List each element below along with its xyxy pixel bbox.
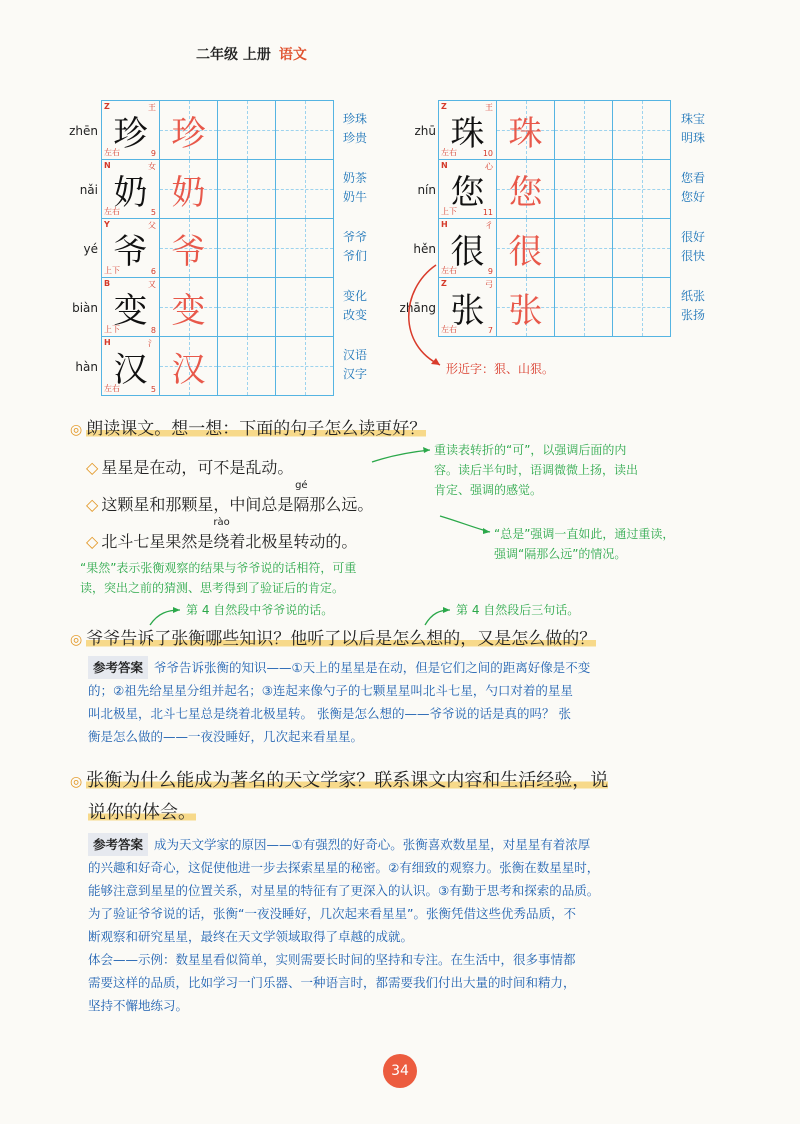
trace-character: 变 — [171, 290, 206, 331]
answer-line: 需要这样的品质，比如学习一门乐器、一种语言时，都需要我们付出大量的时间和精力， — [88, 975, 576, 990]
stroke-count: 5 — [150, 385, 156, 394]
ann1-arrow — [150, 610, 180, 625]
pinyin: zhū — [414, 124, 436, 138]
ruby-pinyin: gé — [295, 480, 308, 491]
note-b-arrow-head — [483, 528, 490, 534]
char-cell — [102, 160, 159, 218]
trace-cell — [497, 219, 554, 277]
structure: 左右 — [104, 384, 120, 393]
question-text: 朗读课文。想一想：下面的句子怎么读更好？ — [86, 419, 427, 439]
sentence-text: 这颗星和那颗星，中间总是 — [101, 495, 294, 514]
bullet-icon: ◎ — [70, 422, 83, 438]
trace-character: 珠 — [508, 113, 543, 154]
character: 变 — [113, 290, 148, 331]
question-text: 爷爷告诉了张衡哪些知识？他听了以后是怎么想的，又是怎么做的？ — [86, 629, 597, 649]
reading-note-a — [434, 440, 638, 500]
character: 张 — [450, 290, 485, 331]
structure: 左右 — [441, 325, 457, 334]
sentence-1 — [86, 455, 293, 478]
radical: 又 — [148, 280, 156, 289]
letter: Z — [441, 279, 447, 288]
question-3-answer — [88, 833, 764, 1017]
structure: 左右 — [104, 148, 120, 157]
radical: 王 — [148, 103, 156, 112]
word: 珠宝 — [681, 112, 706, 126]
radical: 氵 — [148, 339, 156, 348]
character: 珍 — [113, 113, 148, 154]
ann2-arrow — [425, 610, 450, 625]
trace-character: 您 — [508, 172, 543, 213]
stroke-count: 9 — [150, 149, 156, 158]
word: 珍贵 — [343, 131, 368, 145]
stroke-count: 7 — [487, 326, 493, 335]
word: 奶牛 — [343, 190, 368, 204]
pinyin: hěn — [413, 242, 436, 256]
question-2-annotation-2: 第 4 自然段后三句话。 — [456, 603, 580, 617]
trace-character: 张 — [508, 290, 543, 331]
word: 您好 — [681, 190, 706, 204]
character: 爷 — [113, 231, 148, 272]
trace-cell — [160, 337, 217, 395]
question-2-title — [70, 624, 596, 649]
diamond-icon: ◇ — [86, 495, 99, 514]
note-line: 读，突出之前的猜测、思考得到了验证后的肯定。 — [80, 581, 345, 595]
trace-cell — [160, 101, 217, 159]
question-1-title — [70, 414, 426, 439]
note-a-arrow — [372, 450, 430, 462]
answer-line: 衡是怎么做的——一夜没睡好，几次起来看星星。 — [88, 729, 364, 744]
note-b-arrow — [440, 516, 490, 532]
word: 改变 — [343, 308, 368, 322]
sentence-text: 星星是在动，可不是乱动。 — [101, 458, 294, 477]
ruby-base: 隔 — [293, 495, 310, 514]
pinyin: zhēn — [69, 124, 98, 138]
reading-note-b — [494, 524, 674, 564]
char-cell — [102, 278, 159, 336]
char-cell — [102, 219, 159, 277]
radical: 女 — [148, 162, 156, 171]
structure: 左右 — [441, 266, 457, 275]
trace-cell — [497, 101, 554, 159]
character: 您 — [450, 172, 485, 213]
answer-line: 能够注意到星星的位置关系，对星星的特征有了更深入的认识。③有勤于思考和探索的品质。 — [88, 883, 600, 898]
letter: N — [441, 161, 448, 170]
radical: 王 — [485, 103, 493, 112]
question-text: 张衡为什么能成为著名的天文学家？联系课文内容和生活经验，说 — [86, 770, 609, 791]
question-3-title-cont — [88, 798, 196, 824]
trace-cell — [160, 219, 217, 277]
bullet-icon: ◎ — [70, 632, 83, 648]
bullet-icon: ◎ — [70, 774, 83, 790]
sentence-text: 北斗七星果然是 — [101, 532, 214, 551]
word: 奶茶 — [343, 171, 368, 185]
note-line: 强调“隔那么远”的情况。 — [494, 547, 627, 561]
question-2-answer — [88, 656, 764, 748]
note-line: 容。读后半句时，语调微微上扬，读出 — [434, 463, 639, 477]
char-cell — [439, 278, 496, 336]
character: 奶 — [113, 172, 148, 213]
similar-character-note: 形近字：狠、山狠。 — [446, 362, 555, 376]
answer-line: 体会——示例：数星星看似简单，实则需要长时间的坚持和专注。在生活中，很多事情都 — [88, 952, 576, 967]
pinyin: nín — [417, 183, 436, 197]
letter: Y — [104, 220, 110, 229]
word: 张扬 — [681, 308, 706, 322]
diamond-icon: ◇ — [86, 458, 99, 477]
structure: 左右 — [441, 148, 457, 157]
trace-cell — [497, 278, 554, 336]
sentence-3 — [86, 517, 358, 552]
char-cell — [102, 337, 159, 395]
trace-character: 爷 — [171, 231, 206, 272]
word: 汉语 — [343, 348, 368, 362]
ruby-char — [213, 517, 230, 552]
trace-cell — [497, 160, 554, 218]
note-line: 重读表转折的“可”，以强调后面的内 — [434, 443, 627, 457]
note-line: 肯定、强调的感觉。 — [434, 483, 543, 497]
word: 您看 — [681, 171, 706, 185]
note-line: “果然”表示张衡观察的结果与爷爷说的话相符，可重 — [80, 561, 357, 575]
letter: H — [441, 220, 448, 229]
word: 变化 — [343, 289, 368, 303]
answer-line: 为了验证爷爷说的话，张衡“一夜没睡好，几次起来看星星”。张衡凭借这些优秀品质，不 — [88, 906, 576, 921]
letter: B — [104, 279, 111, 288]
structure: 上下 — [104, 325, 120, 334]
answer-tag: 参考答案 — [88, 833, 148, 856]
answer-tag: 参考答案 — [88, 656, 148, 679]
word: 汉字 — [343, 367, 368, 381]
stroke-count: 6 — [150, 267, 156, 276]
char-cell — [439, 160, 496, 218]
structure: 上下 — [441, 207, 457, 216]
character: 珠 — [450, 113, 485, 154]
trace-character: 很 — [508, 231, 543, 272]
ann2-arrow-head — [443, 607, 450, 613]
letter: Z — [441, 102, 447, 111]
structure: 左右 — [104, 207, 120, 216]
grade-label: 二年级 上册 — [196, 47, 271, 63]
question-2-annotation-1: 第 4 自然段中爷爷说的话。 — [186, 603, 334, 617]
word: 爷爷 — [343, 230, 368, 244]
character: 很 — [450, 231, 485, 272]
subject-label: 语文 — [278, 47, 307, 63]
char-cell — [439, 101, 496, 159]
diamond-icon: ◇ — [86, 532, 99, 551]
stroke-count: 5 — [150, 208, 156, 217]
trace-character: 汉 — [171, 349, 206, 390]
note-a-arrow-head — [423, 447, 430, 453]
answer-line: 成为天文学家的原因——①有强烈的好奇心。张衡喜欢数星星，对星星有着浓厚 — [154, 837, 591, 852]
word: 很快 — [681, 249, 706, 263]
letter: Z — [104, 102, 110, 111]
pinyin: yé — [83, 242, 98, 256]
letter: N — [104, 161, 111, 170]
word: 珍珠 — [343, 112, 368, 126]
page-number: 34 — [383, 1054, 417, 1088]
trace-cell — [160, 278, 217, 336]
answer-line: 的；②祖先给星星分组并起名；③连起来像勺子的七颗星星叫北斗七星，勺口对着的星星 — [88, 683, 573, 698]
answer-line: 的兴趣和好奇心，这促使他进一步去探索星星的秘密。②有细致的观察力。张衡在数星星时， — [88, 860, 600, 875]
letter: H — [104, 338, 111, 347]
character: 汉 — [113, 349, 148, 390]
stroke-count: 11 — [482, 208, 493, 217]
sentence-2 — [86, 480, 374, 515]
stroke-count: 8 — [150, 326, 156, 335]
ruby-base: 绕 — [213, 532, 230, 551]
word: 爷们 — [343, 249, 368, 263]
radical: 心 — [485, 162, 493, 171]
char-cell — [102, 101, 159, 159]
answer-line: 坚持不懈地练习。 — [88, 998, 189, 1013]
ann1-arrow-head — [173, 607, 180, 613]
stroke-count: 9 — [487, 267, 493, 276]
trace-cell — [160, 160, 217, 218]
reading-note-c — [80, 558, 356, 598]
ruby-pinyin: rào — [213, 517, 230, 528]
trace-character: 珍 — [171, 113, 206, 154]
answer-line: 爷爷告诉张衡的知识——①天上的星星是在动，但是它们之间的距离好像是不变 — [154, 660, 591, 675]
radical: 彳 — [485, 221, 493, 230]
word: 明珠 — [681, 131, 706, 145]
pinyin: biàn — [72, 301, 98, 315]
ruby-char — [293, 480, 310, 515]
stroke-count: 10 — [482, 149, 493, 158]
char-cell — [439, 219, 496, 277]
question-text: 说你的体会。 — [88, 802, 196, 823]
pinyin: nǎi — [79, 183, 98, 197]
trace-character: 奶 — [171, 172, 206, 213]
answer-line: 断观察和研究星星，最终在天文学领域取得了卓越的成就。 — [88, 929, 414, 944]
answer-line: 叫北极星，北斗七星总是绕着北极星转。 张衡是怎么想的——爷爷说的话是真的吗？ 张 — [88, 706, 571, 721]
sentence-text: 着北极星转动的。 — [229, 532, 358, 551]
structure: 上下 — [104, 266, 120, 275]
sentence-text: 那么远。 — [309, 495, 374, 514]
radical: 弓 — [485, 280, 493, 289]
pinyin: zhāng — [399, 301, 436, 315]
pinyin: hàn — [75, 360, 98, 374]
word: 很好 — [681, 230, 706, 244]
note-line: “总是”强调一直如此，通过重读， — [494, 527, 675, 541]
question-3-title — [70, 766, 608, 792]
radical: 父 — [148, 221, 156, 230]
similar-char-arrow — [409, 265, 440, 365]
word: 纸张 — [681, 289, 706, 303]
